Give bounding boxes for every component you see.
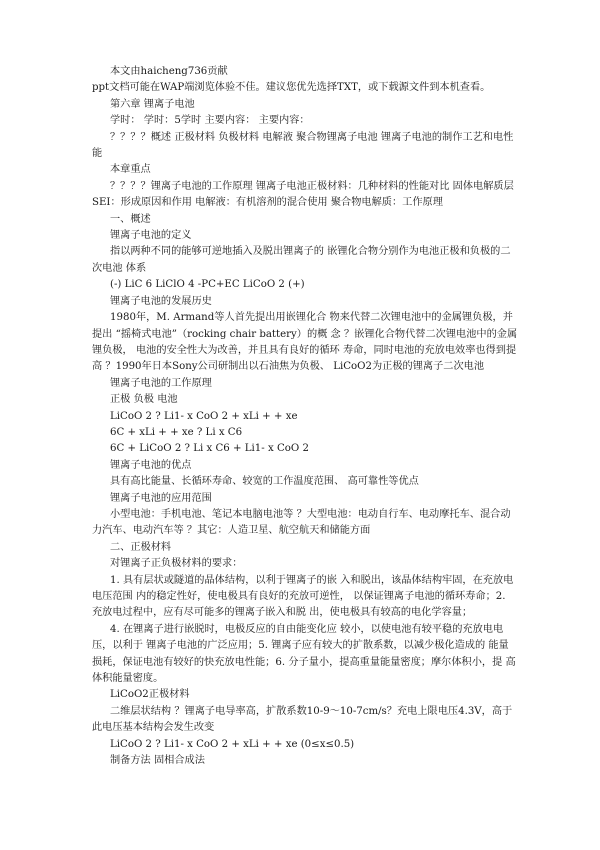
section-overview-heading: 一、概述 <box>110 213 151 225</box>
requirements-part-2: 4. 在锂离子进行嵌脱时，电极反应的自由能变化应 较小，以使电池有较平稳的充放电电压，以利于 锂离子电池的广泛应用；5. 锂离子应有较大的扩散系数，以减少极化造成的 能量损耗，保证电池有较好的快充放电性能；6. 分子量小，提高重量能量密度；摩尔体积小，提 高体积能量密度。 <box>92 623 516 685</box>
principle-heading: 锂离子电池的工作原理 <box>110 377 212 389</box>
history-text: 1980年，M. Armand等人首先提出用嵌锂化合 物来代替二次锂电池中的金属锂负极，并提出 “摇椅式电池”（rocking chair battery）的概 念 ？嵌锂化合物代替二次锂电池中的金属锂负极， 电池的安全性大为改善，并且具有良好的循环 寿命，同时电池的充放电效率也得到提高 ？1990年日本Sony公司研制出以石油焦为负极、 LiCoO2为正极的锂离子二次电池 <box>92 312 518 373</box>
advantages-text: 具有高比能量、长循环寿命、较宽的工作温度范围、 高可靠性等优点 <box>110 476 419 488</box>
advantages-heading: 锂离子电池的优点 <box>110 459 192 471</box>
requirements-heading: 对锂离子正负极材料的要求： <box>110 558 243 570</box>
applications-heading: 锂离子电池的应用范围 <box>110 492 212 504</box>
cell-reaction: 6C + LiCoO 2 ? Li x C6 + Li1- x CoO 2 <box>110 443 309 455</box>
definition-text: 指以两种不同的能够可逆地插入及脱出锂离子的 嵌锂化合物分别作为电池正极和负极的二次电池 体系 <box>92 246 511 274</box>
contents-list: ？？？？概述 正极材料 负极材料 电解液 聚合物锂离子电池 锂离子电池的制作工艺和电性能 <box>92 131 514 160</box>
applications-text: 小型电池：手机电池、笔记本电脑电池等 ？大型电池：电动自行车、电动摩托车、混合动 力汽车、电动汽车等 ？其它：人造卫星、航空航天和储能方面 <box>92 508 511 537</box>
study-hours: 学时： 学时：5学时 主要内容： 主要内容： <box>110 115 310 127</box>
licoo2-heading: LiCoO2正极材料 <box>110 689 190 701</box>
cathode-reaction: LiCoO 2 ? Li1- x CoO 2 + xLi + + xe <box>110 410 298 422</box>
anode-reaction: 6C + xLi + + xe ? Li x C6 <box>110 426 243 438</box>
cell-notation: (-) LiC 6 LiClO 4 -PC+EC LiCoO 2 (+) <box>110 279 305 291</box>
history-heading: 锂离子电池的发展历史 <box>110 295 212 307</box>
notice-line: ppt文档可能在WAP端浏览体验不佳。建议您优先选择TXT，或下载源文件到本机查看。 <box>92 82 491 94</box>
licoo2-reaction: LiCoO 2 ? Li1- x CoO 2 + xLi + + xe (0≤x≤0.5) <box>110 738 355 750</box>
definition-heading: 锂离子电池的定义 <box>110 230 192 242</box>
section-cathode-heading: 二、正极材料 <box>110 541 172 553</box>
licoo2-structure: 二维层状结构 ？锂离子电导率高，扩散系数10-9～10-7cm/s？充电上限电压4.3V，高于此电压基本结构会发生改变 <box>92 705 513 734</box>
contributor-line: 本文由haicheng736贡献 <box>110 66 228 77</box>
requirements-part-1: 1. 具有层状或隧道的晶体结构，以利于锂离子的嵌 入和脱出，该晶体结构牢固，在充放电电压范围 内的稳定性好，使电极具有良好的充放可逆性， 以保证锂离子电池的循环寿命；2. 充放电过程中，应有尽可能多的锂离子嵌入和脱 出，使电极具有较高的电化学容量； <box>92 574 514 619</box>
electrode-labels: 正极 负极 电池 <box>110 394 178 406</box>
preparation-method: 制备方法 固相合成法 <box>110 755 205 767</box>
key-points-heading: 本章重点 <box>110 164 151 176</box>
chapter-title: 第六章 锂离子电池 <box>110 98 195 110</box>
key-points-list: ？？？？锂离子电池的工作原理 锂离子电池正极材料：几种材料的性能对比 固体电解质层SEI：形成原因和作用 电解液：有机溶剂的混合使用 聚合物电解质：工作原理 <box>92 180 514 209</box>
